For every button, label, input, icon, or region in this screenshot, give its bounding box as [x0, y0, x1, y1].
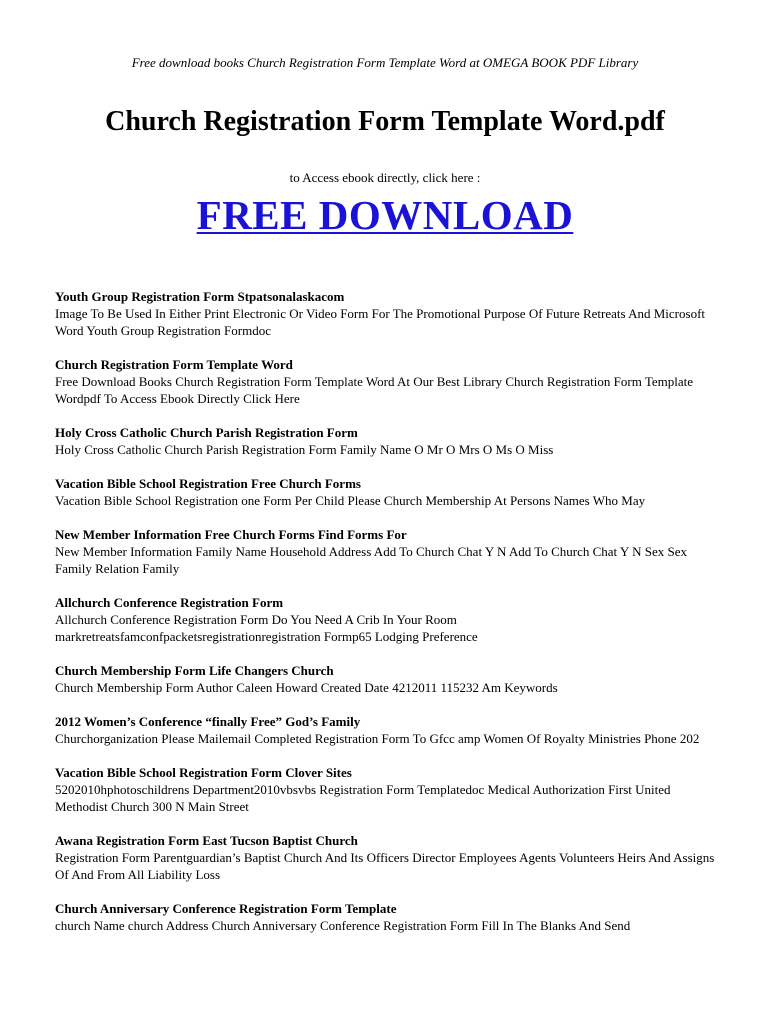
list-item — [55, 764, 720, 815]
entry-description: Holy Cross Catholic Church Parish Registration Form Family Name O Mr O Mrs O Ms O Miss — [55, 442, 554, 457]
entry-title: Church Membership Form Life Changers Church — [55, 663, 334, 678]
access-instruction: to Access ebook directly, click here : — [289, 170, 481, 185]
entry-title: Holy Cross Catholic Church Parish Registration Form — [55, 425, 358, 440]
entry-description: Registration Form Parentguardian’s Baptist Church And Its Officers Director Employees Agents Volunteers Heirs And Assigns Of And From All Liability Loss — [55, 850, 715, 882]
list-item — [55, 424, 720, 458]
entry-title: 2012 Women’s Conference “finally Free” God’s Family — [55, 714, 361, 729]
entry-title: Vacation Bible School Registration Free Church Forms — [55, 476, 361, 491]
entry-title: Church Registration Form Template Word — [55, 357, 293, 372]
document-title: Church Registration Form Template Word.pdf — [105, 106, 665, 137]
list-item — [55, 900, 720, 934]
entry-description: 5202010hphotoschildrens Department2010vbsvbs Registration Form Templatedoc Medical Authorization First United Methodist Church 300 N Main Street — [55, 782, 671, 814]
list-item — [55, 475, 720, 509]
entry-description: New Member Information Family Name Household Address Add To Church Chat Y N Add To Church Chat Y N Sex Sex Family Relation Family — [55, 544, 687, 576]
free-download-link[interactable]: FREE DOWNLOAD — [196, 192, 574, 238]
page-header: Free download books Church Registration Form Template Word at OMEGA BOOK PDF Library — [131, 55, 639, 70]
entry-description: Church Membership Form Author Caleen Howard Created Date 4212011 115232 Am Keywords — [55, 680, 558, 695]
entry-title: Awana Registration Form East Tucson Baptist Church — [55, 833, 358, 848]
entry-description: Churchorganization Please Mailemail Completed Registration Form To Gfcc amp Women Of Royalty Ministries Phone 202 — [55, 731, 700, 746]
entry-title: Vacation Bible School Registration Form Clover Sites — [55, 765, 352, 780]
list-item — [55, 713, 720, 747]
entry-title: Church Anniversary Conference Registration Form Template — [55, 901, 397, 916]
entry-title: New Member Information Free Church Forms Find Forms For — [55, 527, 407, 542]
entry-description: Image To Be Used In Either Print Electronic Or Video Form For The Promotional Purpose Of Future Retreats And Microsoft Word Youth Group Registration Formdoc — [55, 306, 706, 338]
list-item — [55, 662, 720, 696]
entry-description: church Name church Address Church Anniversary Conference Registration Form Fill In The Blanks And Send — [55, 918, 631, 933]
list-item — [55, 594, 720, 645]
list-item — [55, 356, 720, 407]
entry-title: Allchurch Conference Registration Form — [55, 595, 284, 610]
list-item — [55, 832, 720, 883]
entry-description: Allchurch Conference Registration Form Do You Need A Crib In Your Room markretreatsfamconfpacketsregistrationregistration Formp65 Lodging Preference — [55, 612, 478, 644]
list-item — [55, 288, 720, 339]
entry-title: Youth Group Registration Form Stpatsonalaskacom — [55, 289, 345, 304]
list-item — [55, 526, 720, 577]
entry-description: Vacation Bible School Registration one Form Per Child Please Church Membership At Persons Names Who May — [55, 493, 646, 508]
entry-list — [55, 288, 720, 951]
entry-description: Free Download Books Church Registration Form Template Word At Our Best Library Church Registration Form Template Wordpdf To Access Ebook Directly Click Here — [55, 374, 694, 406]
